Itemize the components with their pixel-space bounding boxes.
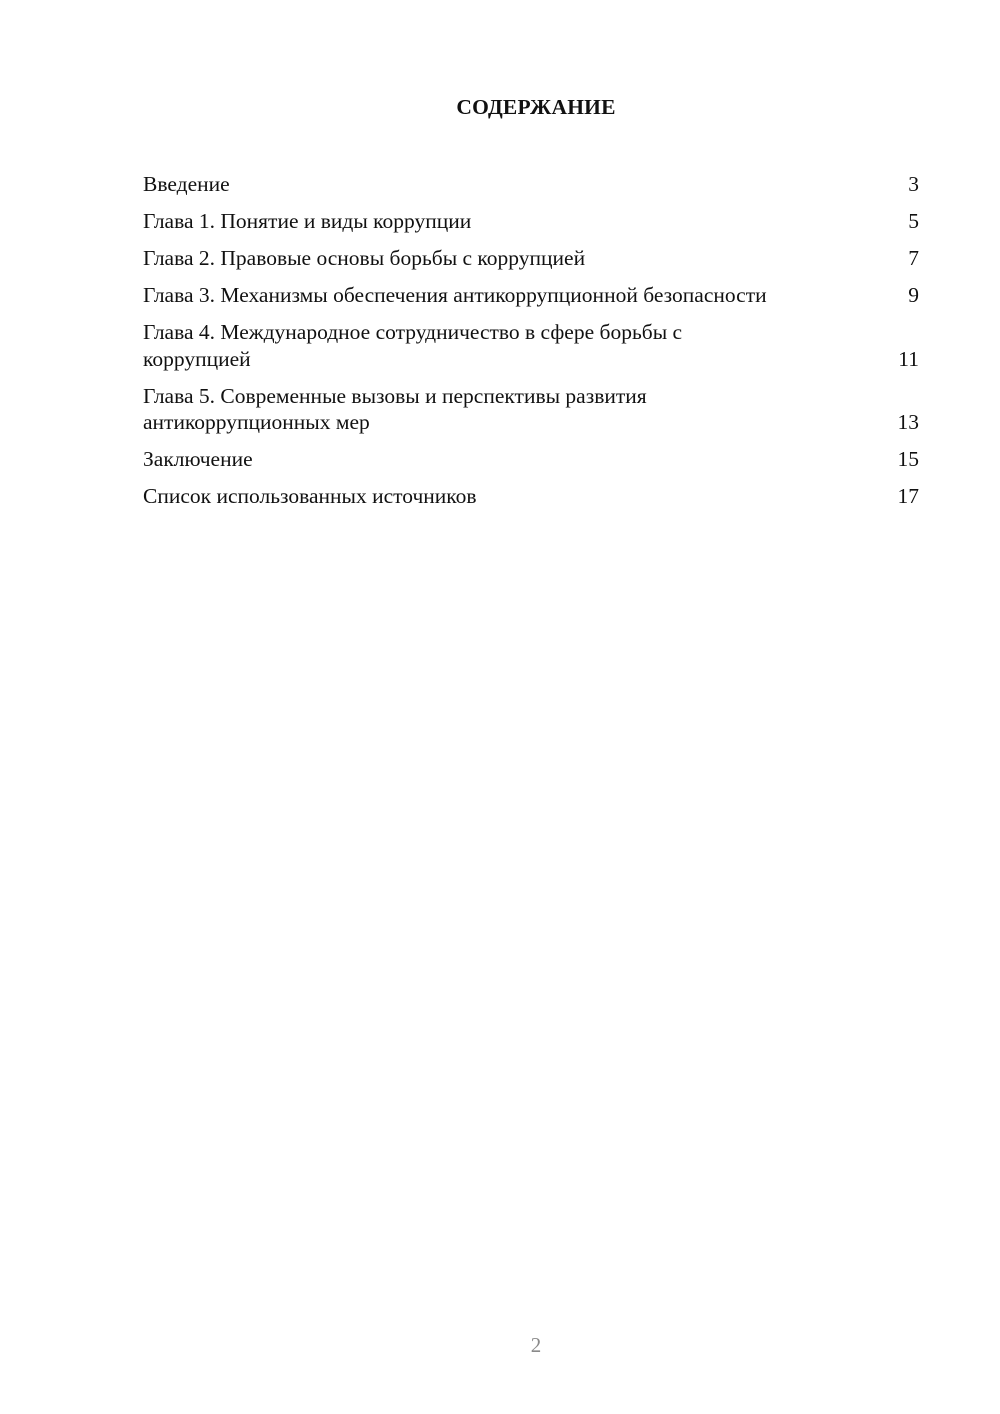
toc-entry-title: Заключение <box>143 447 253 471</box>
toc-entry-chapter-2[interactable] <box>143 245 919 272</box>
toc-entry-chapter-1[interactable] <box>143 208 919 235</box>
toc-title: СОДЕРЖАНИЕ <box>456 95 616 119</box>
table-of-contents <box>143 171 919 520</box>
toc-entry-title: Список использованных источников <box>143 484 477 508</box>
toc-entry-chapter-4[interactable] <box>143 319 919 372</box>
toc-entry-page: 15 <box>897 447 919 471</box>
page-number: 2 <box>530 1333 542 1357</box>
toc-entry-page: 3 <box>908 172 919 196</box>
toc-entry-page: 9 <box>908 283 919 307</box>
toc-entry-title: Глава 5. Современные вызовы и перспективы развития антикоррупционных мер <box>143 383 647 434</box>
toc-entry-page: 5 <box>908 209 919 233</box>
toc-entry-references[interactable] <box>143 483 919 510</box>
toc-entry-page: 7 <box>908 246 919 270</box>
toc-entry-chapter-5[interactable] <box>143 383 919 436</box>
toc-entry-page: 17 <box>897 484 919 508</box>
toc-entry-title: Глава 3. Механизмы обеспечения антикоррупционной безопасности <box>143 283 767 307</box>
toc-entry-conclusion[interactable] <box>143 446 919 473</box>
toc-entry-introduction[interactable] <box>143 171 919 198</box>
toc-entry-title: Глава 2. Правовые основы борьбы с коррупцией <box>143 246 586 270</box>
toc-entry-title: Введение <box>143 172 230 196</box>
toc-entry-page: 13 <box>897 410 919 434</box>
toc-entry-page: 11 <box>898 346 919 371</box>
toc-entry-title: Глава 4. Международное сотрудничество в сфере борьбы с коррупцией <box>143 320 683 371</box>
toc-entry-title: Глава 1. Понятие и виды коррупции <box>143 209 472 233</box>
toc-entry-chapter-3[interactable] <box>143 282 919 309</box>
